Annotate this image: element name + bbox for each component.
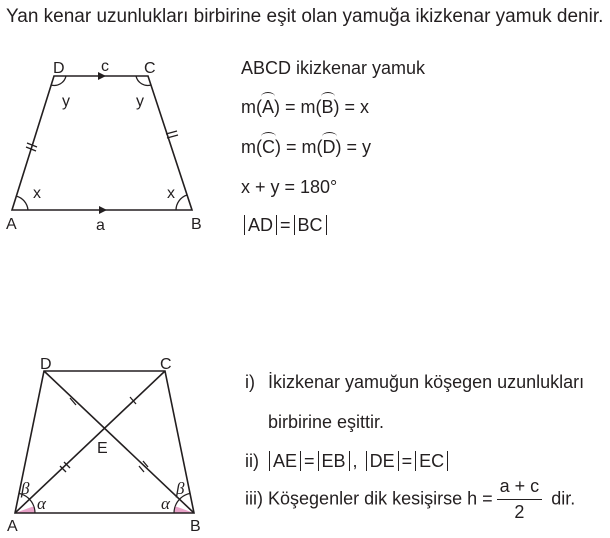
list-item-ii-label: ii) bbox=[245, 451, 259, 471]
angle-label-beta-a: β bbox=[21, 479, 30, 498]
height-fraction: $\frac{a + c}{2}$ bbox=[497, 476, 543, 523]
list-item-i-text2: birbirine eşittir. bbox=[268, 412, 385, 432]
angle-label-beta-b: β bbox=[176, 479, 185, 498]
diagonal-equal-ticks bbox=[60, 397, 148, 472]
vertex2-label-b: B bbox=[190, 518, 201, 535]
angle-hat-d: D bbox=[322, 137, 336, 157]
angle-hat-a: A bbox=[262, 97, 275, 117]
trapezoid-diagonals-figure bbox=[7, 356, 201, 535]
bottom-side-arrow-icon bbox=[99, 206, 107, 214]
vertex2-label-d: D bbox=[40, 356, 52, 373]
prop-line-angles-ab: m(A) = m(B) = x bbox=[241, 97, 370, 117]
intersection-label-e: E bbox=[97, 440, 108, 457]
vertex-label-b: B bbox=[191, 216, 202, 233]
prop-line-angles-cd: m(C) = m(D) = y bbox=[241, 137, 372, 157]
props-title: ABCD ikizkenar yamuk bbox=[241, 58, 426, 78]
side-bc: BC bbox=[297, 215, 323, 235]
angle-arc-a bbox=[16, 196, 28, 210]
side-ad: AD bbox=[248, 215, 274, 235]
angle-label-d: y bbox=[62, 93, 70, 110]
angle-arc-b bbox=[176, 195, 187, 210]
list-item-iii-label: iii) bbox=[245, 488, 263, 509]
diagonal-bd bbox=[44, 371, 194, 513]
intro-definition: Yan kenar uzunlukları birbirine eşit olan yamuğa ikizkenar yamuk denir. bbox=[6, 6, 604, 27]
vertex-label-d: D bbox=[53, 60, 65, 77]
vertex-label-c: C bbox=[144, 60, 156, 77]
list-item-i-text1: İkizkenar yamuğun köşegen uzunlukları bbox=[268, 372, 585, 392]
list-item-ii-text: AE = EB , DE = EC bbox=[266, 451, 451, 472]
angle-label-alpha-a: α bbox=[37, 494, 46, 513]
angle-label-a: x bbox=[33, 185, 41, 202]
prop-line-sides: AD = BC bbox=[241, 215, 330, 236]
vertex2-label-c: C bbox=[160, 356, 172, 373]
angle-hat-b: B bbox=[321, 97, 334, 117]
angle-label-c: y bbox=[136, 93, 144, 110]
angle-label-b: x bbox=[167, 185, 175, 202]
list-item-iii: iii) Köşegenler dik kesişirse h = $\frac{a + c}{2}$ dir. bbox=[245, 476, 576, 522]
trapezoid-figure bbox=[6, 58, 202, 234]
side-label-bottom: a bbox=[96, 217, 105, 234]
angle-hat-c: C bbox=[262, 137, 275, 157]
vertex-label-a: A bbox=[6, 216, 17, 233]
list-item-i-label: i) bbox=[245, 372, 255, 392]
diagonal-ac bbox=[15, 371, 165, 513]
angle-label-alpha-b: α bbox=[161, 494, 170, 513]
vertex2-label-a: A bbox=[7, 518, 18, 535]
side-label-top: c bbox=[101, 58, 109, 75]
prop-line-sum: x + y = 180° bbox=[241, 177, 338, 197]
